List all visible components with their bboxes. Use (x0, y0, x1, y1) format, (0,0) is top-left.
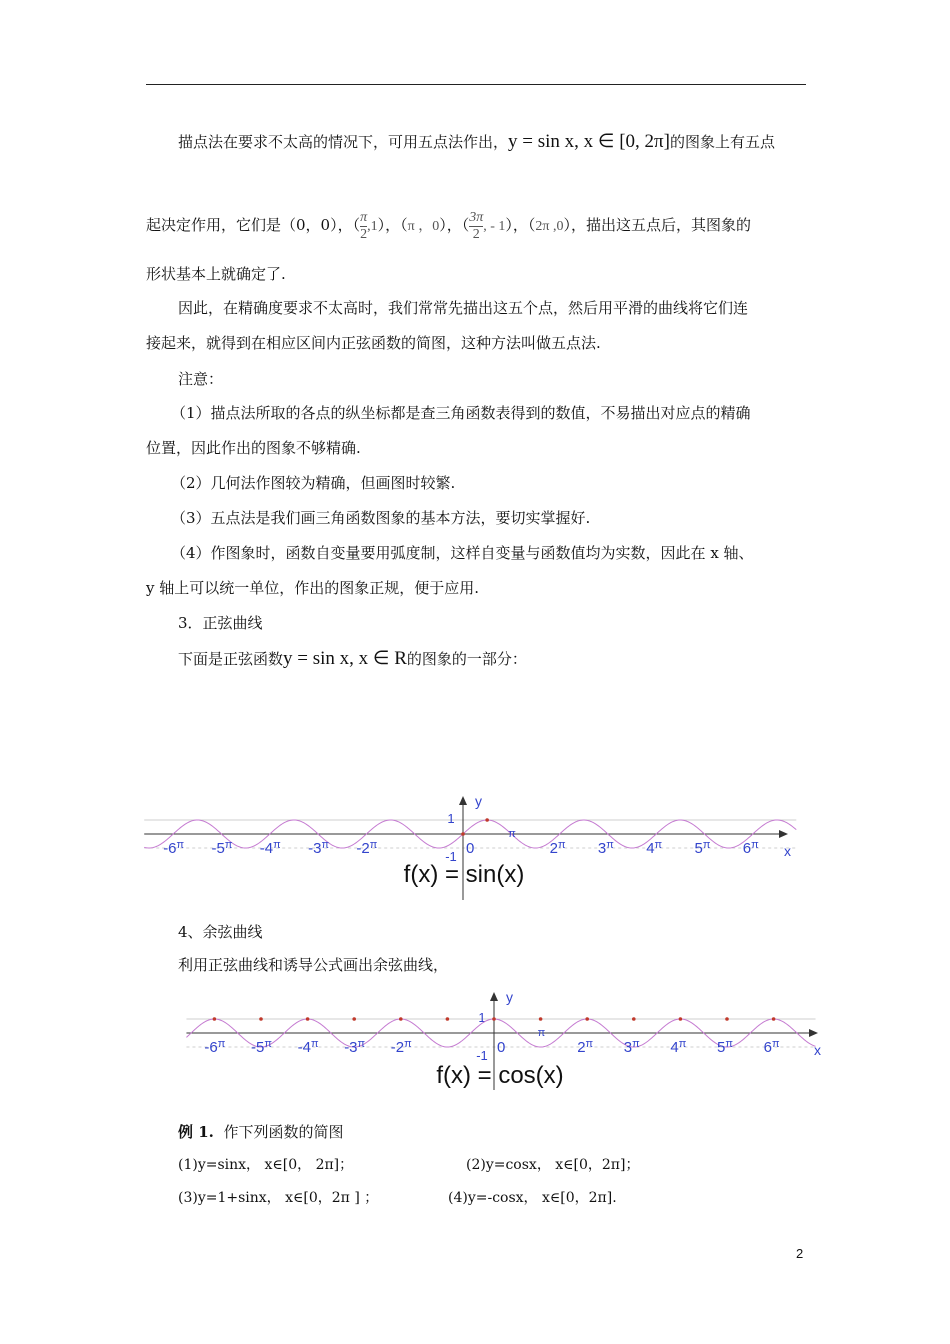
x-axis-arrow (809, 1029, 818, 1037)
section-3-heading: 3．正弦曲线 (178, 614, 263, 632)
intro-line-2: 起决定作用，它们是（0，0），（ $\frac{\pi}{2}$ ,1），（π ，0），（ $\frac{3\pi}{2}$ , - 1），（2π ,0），描出这五点后，其图象的 (146, 209, 752, 242)
x-tick-label: $5^\pi$ (694, 839, 711, 857)
marked-point (399, 1017, 403, 1021)
cosine-plot (186, 989, 821, 1090)
intro-text: 的图象上有五点 (669, 133, 775, 151)
marked-point (679, 1017, 683, 1021)
y-tick-label: 1 (478, 1010, 486, 1025)
intro-line-5: 接起来，就得到在相应区间内正弦函数的简图，这种方法叫做五点法. (146, 334, 601, 352)
y-axis-label: y (475, 793, 482, 809)
x-tick-label: $2^\pi$ (549, 839, 566, 857)
x-tick-label: $-6^\pi$ (204, 1038, 226, 1056)
example-item-3: (3)y=1+sinx， x∈[0，2π ] ； (178, 1190, 379, 1206)
x-tick-label: $3^\pi$ (597, 839, 614, 857)
x-axis-label: x (814, 1042, 821, 1058)
point-pi: π ，0 (407, 219, 440, 234)
formula-sin-interval: y = sin x, x ∈ [0, 2π] (508, 131, 670, 152)
note-4a: （4）作图象时，函数自变量要用弧度制，这样自变量与函数值均为实数，因此在 x 轴、 (171, 544, 754, 562)
note-1a: （1）描点法所取的各点的纵坐标都是查三角函数表得到的数值，不易描出对应点的精确 (171, 404, 751, 422)
marked-point (772, 1017, 776, 1021)
x-tick-label: $-6^\pi$ (163, 839, 185, 857)
marked-point (492, 1017, 496, 1021)
x-tick-label: $4^\pi$ (646, 839, 663, 857)
x-tick-label: $2^\pi$ (577, 1038, 594, 1056)
note-1b: 位置，因此作出的图象不够精确. (146, 439, 361, 457)
x-tick-label: $3^\pi$ (623, 1038, 640, 1056)
x-tick-label: $-3^\pi$ (344, 1038, 366, 1056)
section-3-text: 下面是正弦函数y = sin x, x ∈ R的图象的一部分： (178, 648, 527, 669)
x-tick-label: $-5^\pi$ (211, 839, 233, 857)
x-axis-label: x (784, 843, 791, 859)
note-4b: y 轴上可以统一单位，作出的图象正规，便于应用. (146, 579, 480, 597)
intro-line-4: 因此，在精确度要求不太高时，我们常常先描出这五个点，然后用平滑的曲线将它们连 (178, 299, 749, 317)
y-tick-label: 1 (447, 811, 455, 826)
example-item-1: (1)y=sinx， x∈[0， 2π]； (178, 1157, 354, 1173)
example-heading (178, 1122, 343, 1142)
marked-point (539, 1017, 543, 1021)
y-axis-arrow (490, 992, 498, 1001)
x-tick-label: $-5^\pi$ (251, 1038, 272, 1056)
page-number: 2 (796, 1246, 804, 1261)
y-tick-label: -1 (445, 849, 457, 864)
x-tick-label: $-2^\pi$ (356, 839, 378, 857)
point-pi-over-2: $\frac{\pi}{2}$ (360, 209, 368, 242)
example-label: 例 1. (178, 1123, 214, 1141)
formula-sin-real: y = sin x, x ∈ R (283, 648, 407, 669)
example-title: 作下列函数的简图 (223, 1123, 344, 1141)
note-3: （3）五点法是我们画三角函数图象的基本方法，要切实掌握好. (171, 509, 591, 527)
marked-point (632, 1017, 636, 1021)
y-tick-label: -1 (476, 1048, 488, 1063)
notes-title: 注意： (178, 370, 224, 388)
intro-text: 描点法在要求不太高的情况下，可用五点法作出， (178, 133, 509, 151)
note-2: （2）几何法作图较为精确，但画图时较繁. (171, 474, 456, 492)
marked-point (213, 1017, 217, 1021)
example-item-4: (4)y=-cosx， x∈[0，2π]. (448, 1190, 617, 1206)
marked-point (352, 1017, 356, 1021)
point-2pi: 2π ,0 (535, 219, 564, 234)
x-tick-label: $4^\pi$ (670, 1038, 687, 1056)
graph-formula: f(x) = sin(x) (403, 861, 525, 888)
x-tick-label: $-4^\pi$ (259, 839, 281, 857)
x-tick-label: $-4^\pi$ (297, 1038, 319, 1056)
marked-point (259, 1017, 263, 1021)
section-4-heading: 4、余弦曲线 (178, 923, 263, 941)
marked-point (306, 1017, 310, 1021)
x-tick-label: 0 (497, 1039, 506, 1056)
marked-point (725, 1017, 729, 1021)
x-tick-label: π (508, 828, 516, 840)
marked-point (446, 1017, 450, 1021)
x-tick-label: $6^\pi$ (763, 1038, 780, 1056)
section-4-text: 利用正弦曲线和诱导公式画出余弦曲线， (178, 956, 449, 974)
x-tick-label: π (537, 1027, 546, 1039)
point-3pi-over-2: $\frac{3\pi}{2}$ (469, 209, 484, 242)
x-tick-label: 0 (466, 840, 475, 857)
y-axis-label: y (506, 989, 513, 1005)
x-tick-label: $5^\pi$ (717, 1038, 733, 1056)
example-item-2: (2)y=cosx， x∈[0，2π]； (466, 1157, 640, 1173)
x-tick-label: $-3^\pi$ (308, 839, 330, 857)
x-tick-label: $-2^\pi$ (390, 1038, 412, 1056)
intro-line-3: 形状基本上就确定了. (146, 265, 286, 283)
marked-point (585, 1017, 589, 1021)
graph-formula: f(x) = cos(x) (436, 1062, 564, 1089)
x-tick-label: $6^\pi$ (742, 839, 759, 857)
